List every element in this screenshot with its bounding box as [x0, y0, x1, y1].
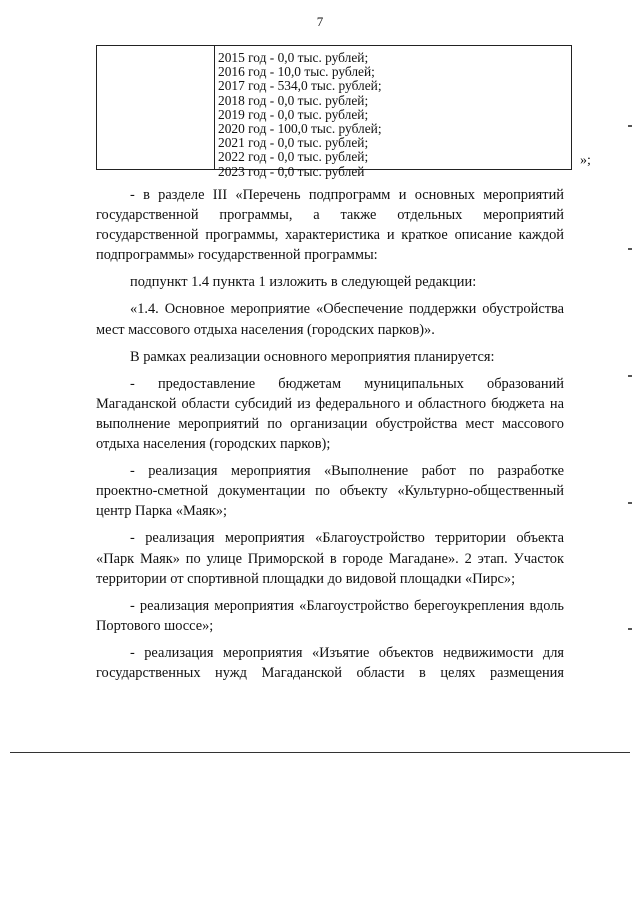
- paragraph-subpoint-edit: подпункт 1.4 пункта 1 изложить в следующей редакции:: [130, 274, 477, 291]
- document-body: [96, 185, 564, 683]
- paragraph-section-iii: - в разделе III «Перечень подпрограмм и основных мероприятий государственной программы, а также отдельных мероприятий государственной программы, характеристика и краткое описание каждой подпрограммы» государственной программы:: [96, 187, 564, 264]
- paragraph-park-improvement: - реализация мероприятия «Благоустройство территории объекта «Парк Маяк» по улице Приморской в городе Магадане». 2 этап. Участок территории от спортивной площадки до видовой площадки «Пирс»;: [96, 530, 564, 587]
- scan-mark: [628, 628, 632, 630]
- budget-row-2020: 2020 год - 100,0 тыс. рублей;: [218, 121, 382, 137]
- scan-mark: [628, 375, 632, 377]
- budget-row-2015: 2015 год - 0,0 тыс. рублей;: [218, 50, 369, 65]
- budget-row-2023: 2023 год - 0,0 тыс. рублей: [218, 163, 365, 179]
- footer-rule: [10, 752, 630, 753]
- paragraph-shore-protection: - реализация мероприятия «Благоустройство берегоукрепления вдоль Портового шоссе»;: [96, 597, 564, 634]
- page-number: 7: [316, 14, 324, 29]
- paragraph-design-works: - реализация мероприятия «Выполнение работ по разработке проектно-сметной документации по объекту «Культурно-общественный центр Парка «Маяк»;: [96, 463, 564, 520]
- budget-row-2019: 2019 год - 0,0 тыс. рублей;: [218, 106, 369, 122]
- scan-mark: [628, 502, 632, 504]
- table-column-divider: [214, 46, 215, 169]
- budget-table: [96, 45, 572, 179]
- paragraph-subsidies: - предоставление бюджетам муниципальных образований Магаданской области субсидий из федерального и областного бюджета на выполнение мероприятий по организации обустройства мест массового отдыха населения (городских парков);: [96, 375, 564, 453]
- paragraph-property-seizure: - реализация мероприятия «Изъятие объектов недвижимости для государственных нужд Магаданской области в целях размещения: [96, 644, 564, 681]
- budget-row-2022: 2022 год - 0,0 тыс. рублей;: [218, 149, 369, 165]
- table-closing-quote: »;: [580, 153, 591, 168]
- budget-row-2018: 2018 год - 0,0 тыс. рублей;: [218, 92, 369, 108]
- scan-mark: [628, 248, 632, 250]
- budget-row-2017: 2017 год - 534,0 тыс. рублей;: [218, 78, 382, 94]
- paragraph-planned-intro: В рамках реализации основного мероприятия планируется:: [130, 348, 495, 365]
- budget-row-2016: 2016 год - 10,0 тыс. рублей;: [218, 64, 375, 80]
- paragraph-main-activity: «1.4. Основное мероприятие «Обеспечение поддержки обустройства мест массового отдыха населения (городских парков)».: [96, 301, 564, 338]
- budget-row-2021: 2021 год - 0,0 тыс. рублей;: [218, 135, 369, 151]
- budget-year-list: [218, 51, 382, 179]
- scan-mark: [628, 125, 632, 127]
